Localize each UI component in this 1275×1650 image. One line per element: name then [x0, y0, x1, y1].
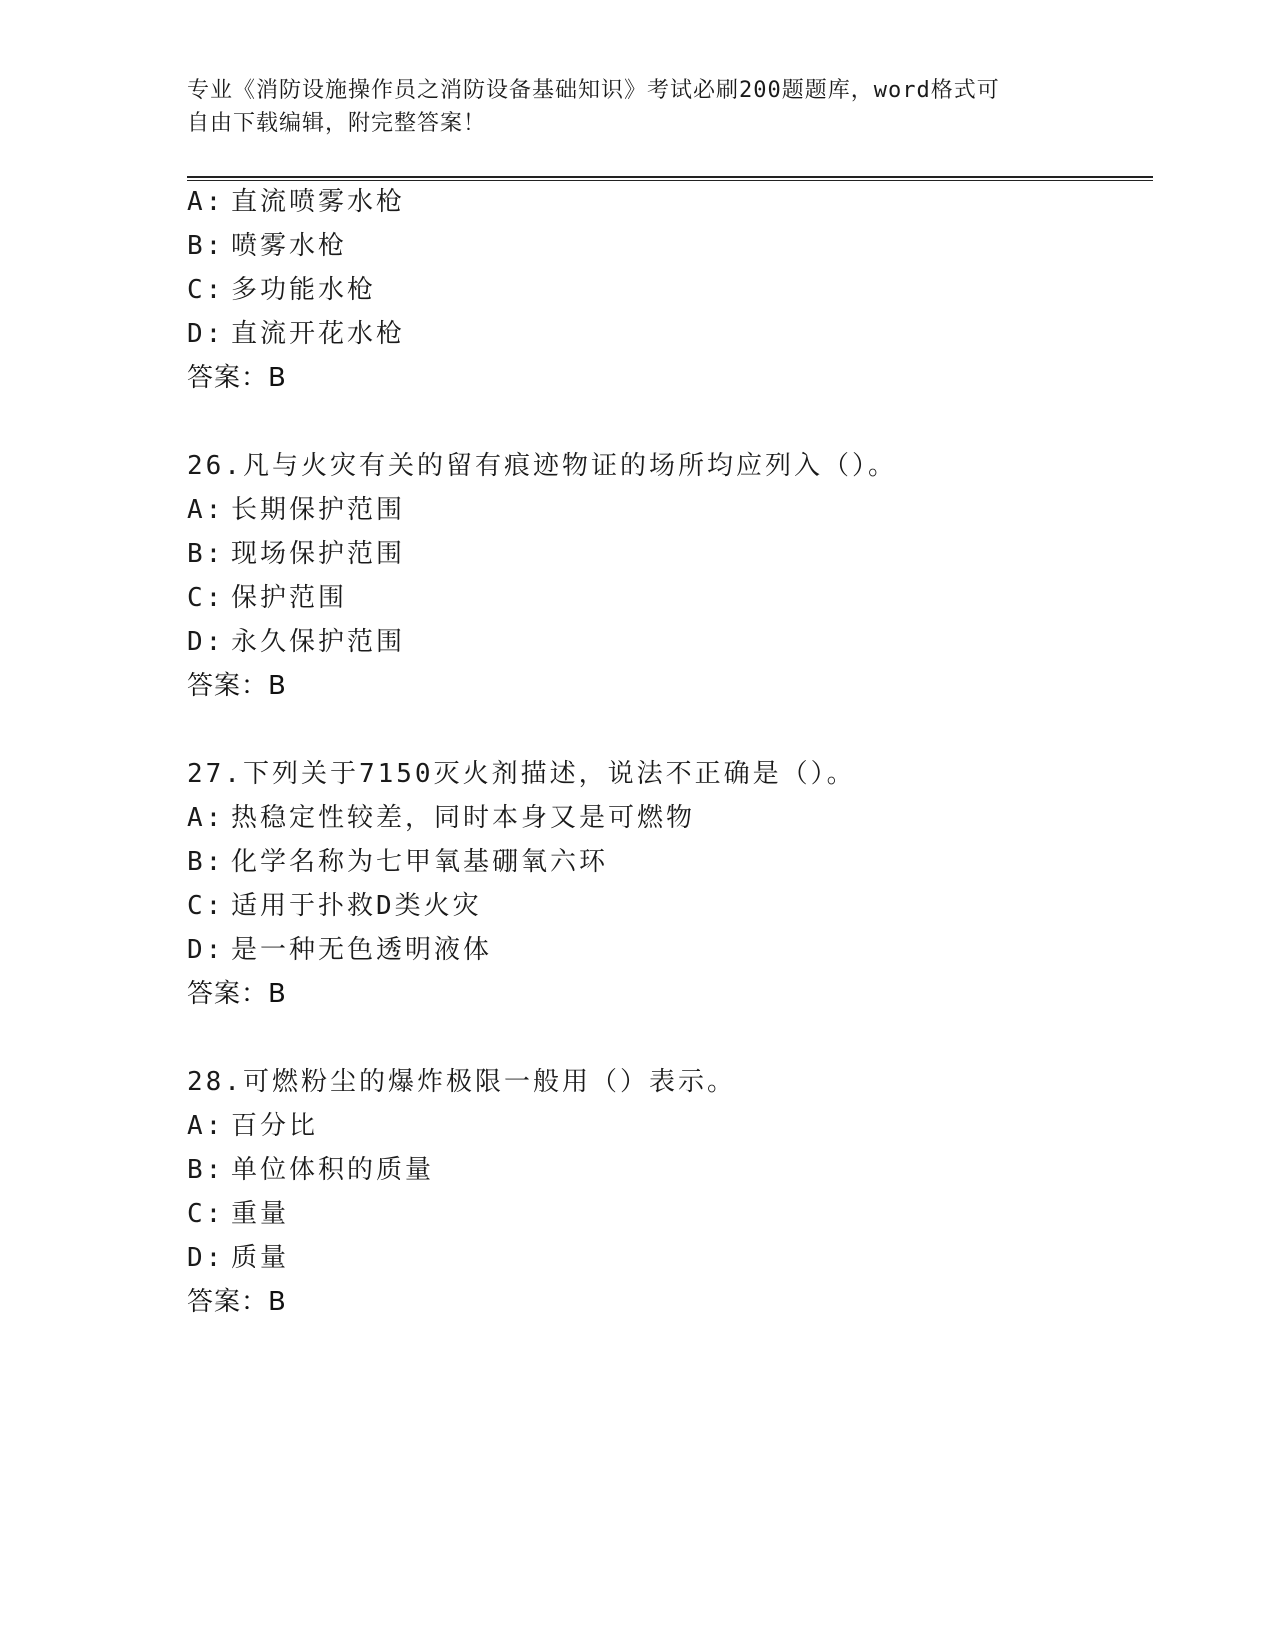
document-header	[187, 74, 1067, 140]
q26-option-c	[187, 581, 347, 615]
q28-question: 28.可燃粉尘的爆炸极限一般用（）表示。	[187, 1067, 736, 1097]
option-label: B:	[187, 539, 225, 569]
q26-answer: 答案：B	[187, 671, 287, 701]
option-text: 直流开花水枪	[231, 319, 406, 349]
header-line-2: 自由下载编辑，附完整答案！	[187, 111, 487, 136]
q26-option-b	[187, 537, 405, 571]
option-label: A:	[187, 187, 225, 217]
option-label: A:	[187, 803, 225, 833]
q26-option-a	[187, 493, 405, 527]
option-text: 长期保护范围	[231, 495, 406, 525]
header-divider	[187, 176, 1153, 181]
option-label: C:	[187, 583, 225, 613]
option-text: 质量	[231, 1243, 290, 1273]
option-text: 多功能水枪	[231, 275, 377, 305]
option-text: 热稳定性较差，同时本身又是可燃物	[231, 803, 696, 833]
option-text: 重量	[231, 1199, 290, 1229]
option-label: B:	[187, 231, 225, 261]
q28-option-c	[187, 1197, 289, 1231]
q25-option-a	[187, 185, 405, 219]
option-label: C:	[187, 1199, 225, 1229]
q27-option-a	[187, 801, 695, 835]
q28-answer: 答案：B	[187, 1287, 287, 1317]
option-text: 是一种无色透明液体	[231, 935, 493, 965]
option-text: 喷雾水枪	[231, 231, 348, 261]
header-line-1: 专业《消防设施操作员之消防设备基础知识》考试必刷200题题库，word格式可	[187, 78, 1000, 103]
option-label: D:	[187, 319, 225, 349]
option-label: A:	[187, 1111, 225, 1141]
q27-question: 27.下列关于7150灭火剂描述，说法不正确是（）。	[187, 759, 856, 789]
q25-option-b	[187, 229, 347, 263]
q27-option-c	[187, 889, 482, 923]
option-text: 适用于扑救D类火灾	[231, 891, 482, 921]
q28-option-d	[187, 1241, 289, 1275]
q25-answer: 答案：B	[187, 363, 287, 393]
q28-option-b	[187, 1153, 434, 1187]
option-label: D:	[187, 935, 225, 965]
q26-option-d	[187, 625, 405, 659]
option-label: D:	[187, 1243, 225, 1273]
q25-option-d	[187, 317, 405, 351]
option-text: 保护范围	[231, 583, 348, 613]
option-text: 永久保护范围	[231, 627, 406, 657]
option-label: D:	[187, 627, 225, 657]
q26-question: 26.凡与火灾有关的留有痕迹物证的场所均应列入（）。	[187, 451, 897, 481]
option-text: 单位体积的质量	[231, 1155, 435, 1185]
option-label: B:	[187, 1155, 225, 1185]
option-label: C:	[187, 275, 225, 305]
option-text: 化学名称为七甲氧基硼氧六环	[231, 847, 609, 877]
option-label: C:	[187, 891, 225, 921]
q27-answer: 答案：B	[187, 979, 287, 1009]
option-label: A:	[187, 495, 225, 525]
option-text: 现场保护范围	[231, 539, 406, 569]
q28-option-a	[187, 1109, 318, 1143]
q27-option-d	[187, 933, 492, 967]
option-text: 百分比	[231, 1111, 319, 1141]
q27-option-b	[187, 845, 608, 879]
q25-option-c	[187, 273, 376, 307]
option-text: 直流喷雾水枪	[231, 187, 406, 217]
option-label: B:	[187, 847, 225, 877]
